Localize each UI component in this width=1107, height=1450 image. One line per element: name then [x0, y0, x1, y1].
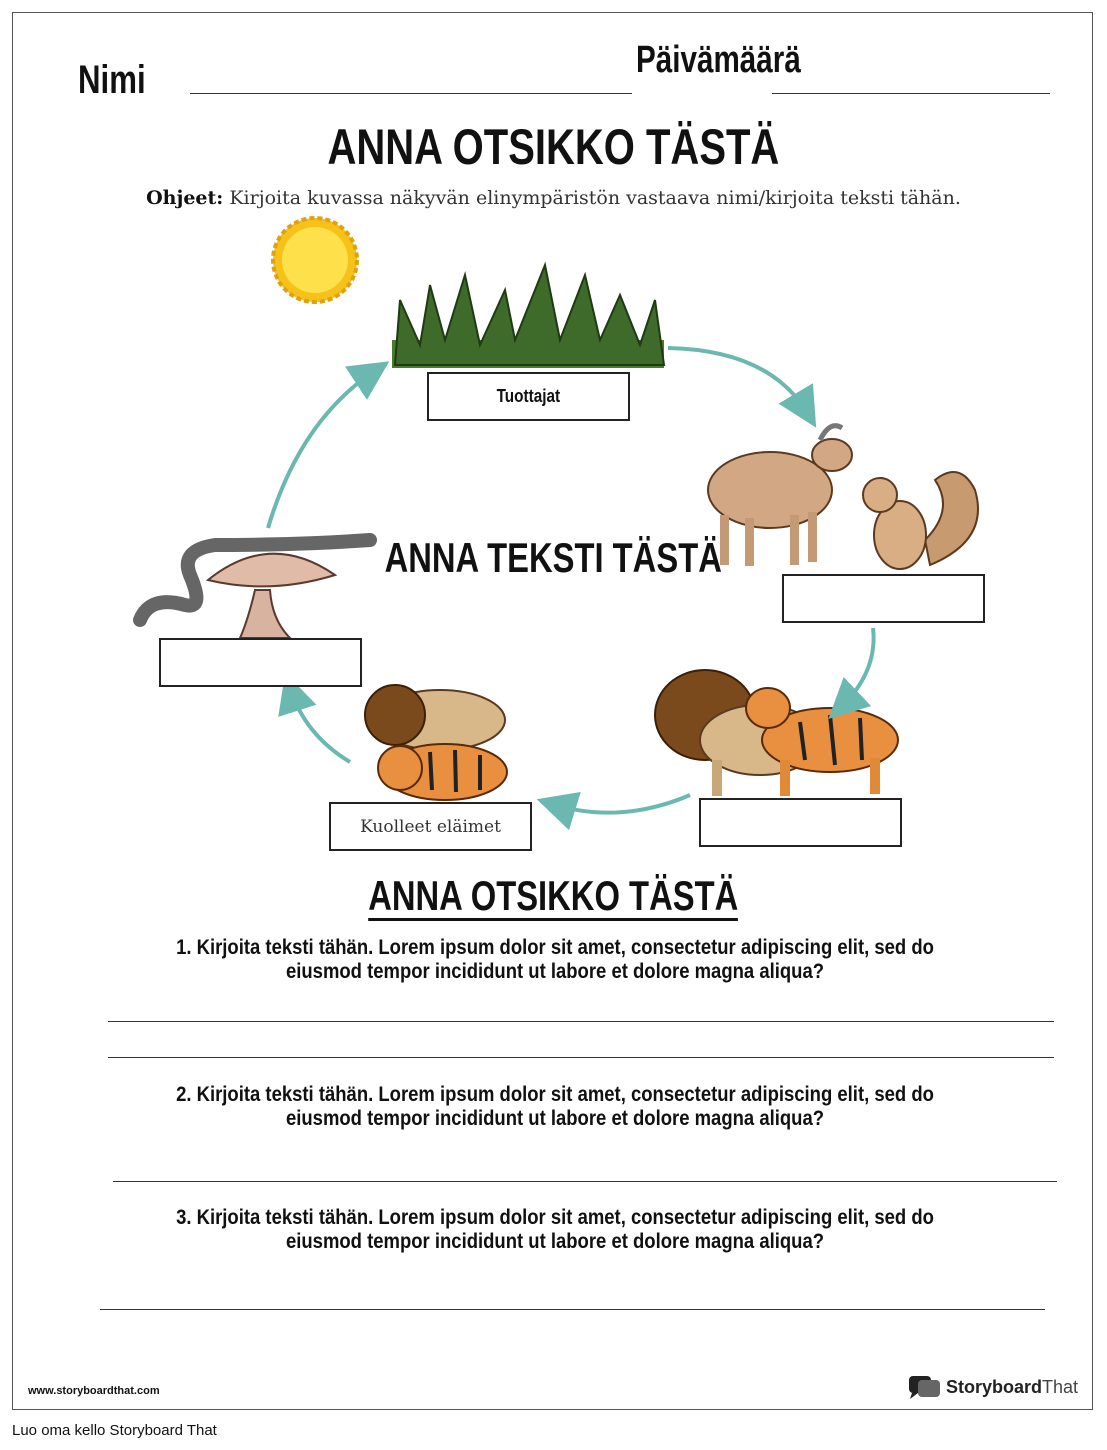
- arrow-decomposers-to-producers: [268, 370, 376, 528]
- footer-url[interactable]: www.storyboardthat.com: [28, 1385, 160, 1397]
- answer-line[interactable]: [108, 1057, 1054, 1058]
- lion-tiger-standing-icon: [655, 670, 898, 796]
- decomposers-box[interactable]: [159, 638, 362, 687]
- producers-label: Tuottajat: [496, 386, 561, 406]
- questions-title: ANNA OTSIKKO TÄSTÄ: [368, 872, 739, 919]
- arrow-dead-to-decomposers: [290, 688, 350, 762]
- answer-line[interactable]: [113, 1181, 1057, 1182]
- lion-tiger-lying-icon: [365, 685, 507, 800]
- speech-bubble-icon: [908, 1374, 942, 1400]
- brand-bold: Storyboard: [946, 1376, 1043, 1397]
- dead-animals-box[interactable]: [329, 802, 532, 851]
- predators-box[interactable]: [699, 798, 902, 847]
- storyboardthat-logo[interactable]: [908, 1374, 1078, 1400]
- answer-line[interactable]: [108, 1021, 1054, 1022]
- producers-box[interactable]: [427, 372, 630, 421]
- question-2: 2. Kirjoita teksti tähän. Lorem ipsum dolor sit amet, consectetur adipiscing elit, sed do eiusmod tempor incididunt ut labore et dolore magna aliqua?: [176, 1083, 934, 1130]
- brand-light: That: [1042, 1376, 1079, 1397]
- arrow-predators-to-dead: [552, 795, 690, 813]
- arrow-producers-to-consumers: [668, 348, 808, 414]
- grass-icon: [392, 265, 664, 368]
- date-label: Päivämäärä: [636, 39, 801, 81]
- name-label: Nimi: [78, 58, 146, 102]
- arrow-consumers-to-predators: [840, 628, 874, 708]
- answer-line[interactable]: [100, 1309, 1045, 1310]
- instructions: Ohjeet: Kirjoita kuvassa näkyvän elinympäristön vastaava nimi/kirjoita teksti tähän.: [146, 187, 961, 209]
- dead-animals-label: Kuolleet eläimet: [360, 816, 501, 837]
- page-title: ANNA OTSIKKO TÄSTÄ: [327, 119, 780, 175]
- cycle-center-text: ANNA TEKSTI TÄSTÄ: [384, 534, 723, 581]
- question-1: 1. Kirjoita teksti tähän. Lorem ipsum dolor sit amet, consectetur adipiscing elit, sed do eiusmod tempor incididunt ut labore et dolore magna aliqua?: [176, 936, 934, 983]
- sun-icon: [273, 218, 357, 302]
- caption: Luo oma kello Storyboard That: [12, 1422, 217, 1439]
- question-3: 3. Kirjoita teksti tähän. Lorem ipsum dolor sit amet, consectetur adipiscing elit, sed do eiusmod tempor incididunt ut labore et dolore magna aliqua?: [176, 1206, 934, 1253]
